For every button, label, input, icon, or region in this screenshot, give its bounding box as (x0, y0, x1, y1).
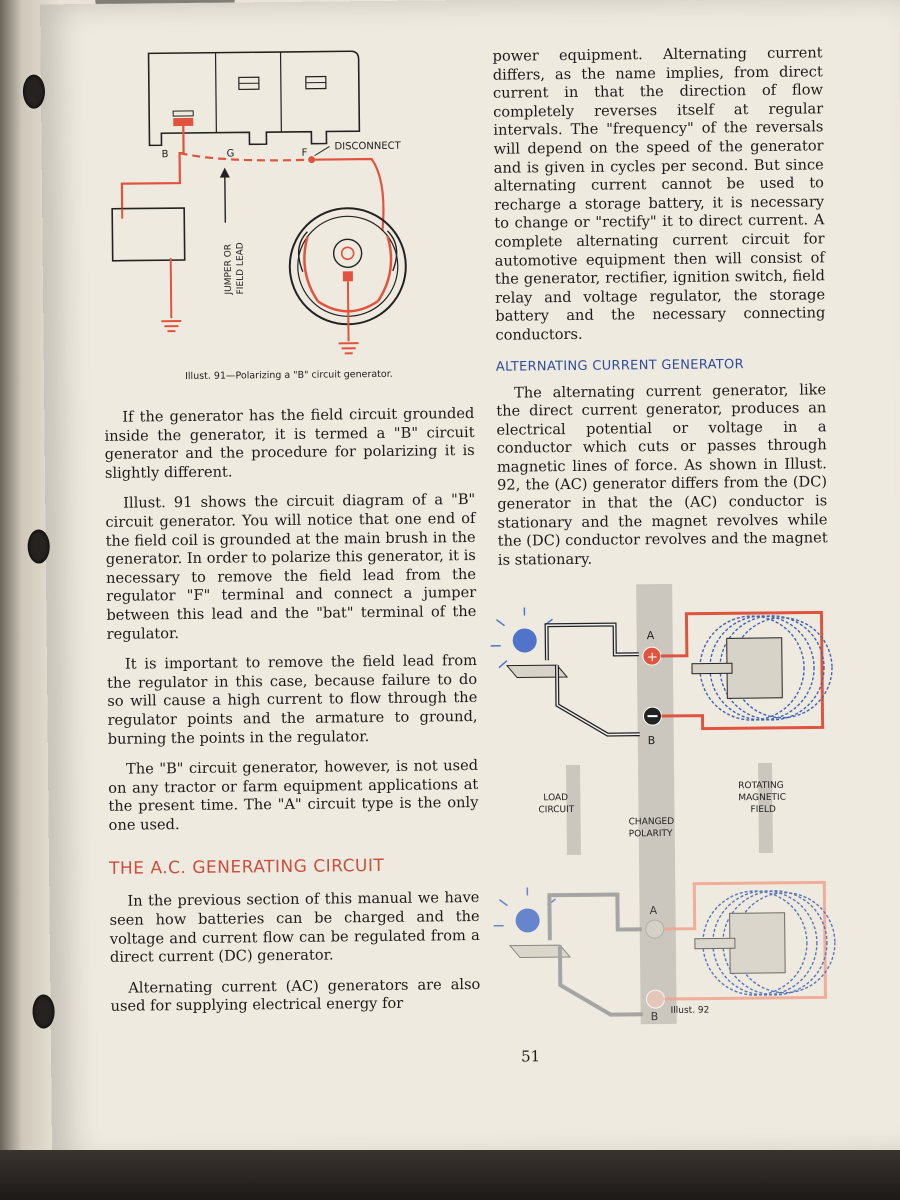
terminal-b-bottom-label: B (650, 1010, 659, 1024)
terminal-f-label: F (301, 147, 308, 159)
binder-hole (23, 74, 45, 108)
jumper-label-line2: FIELD LEAD (235, 242, 247, 295)
terminal-a-top-label: A (646, 629, 655, 643)
terminal-g-label: G (226, 148, 235, 160)
rotating-label-line2: MAGNETIC (738, 793, 787, 804)
disconnect-label: DISCONNECT (334, 140, 401, 153)
desk-surface (0, 1150, 900, 1200)
right-column (493, 44, 833, 1046)
page-number: 51 (520, 1047, 541, 1066)
terminal-a-bottom-label: A (649, 904, 658, 918)
rotating-label-line1: ROTATING (738, 781, 784, 792)
load-label-line2: CIRCUIT (538, 805, 575, 816)
jumper-label-line1: JUMPER OR (223, 243, 235, 295)
svg-text:+: + (646, 650, 658, 666)
paragraph-ac-previous: In the previous section of this manual we have seen how batteries can be charged and the voltage and current flow can be regulated from a direct current (DC) generator. (109, 889, 480, 967)
paragraph-ac-generator: The alternating current generator, like the direct current generator, produces an electrical potential or voltage in a conductor which cuts or passes through magnetic lines of force. As shown in Illust. 92, the (AC) generator differs from the (DC) generator in that the (AC) conductor is stationary and the magnet revolves while the (DC) conductor revolves and the magnet is stationary. (496, 380, 828, 569)
manual-page (40, 0, 900, 1164)
paragraph-ac-generators: Alternating current (AC) generators are also used for supplying electrical energy for (110, 975, 481, 1016)
paragraph-illust91: Illust. 91 shows the circuit diagram of a "B" circuit generator. You will notice that one end of the field coil is grounded at the main brush in the generator. In order to polarize this generator, it is necessary to remove the field lead from the regulator "F" terminal and connect a jumper between this lead and the "bat" terminal of the regulator. (105, 491, 477, 643)
changed-label-line1: CHANGED (628, 817, 675, 828)
sub-heading-ac-generator: ALTERNATING CURRENT GENERATOR (495, 356, 744, 375)
load-label-line1: LOAD (543, 793, 569, 804)
terminal-b-label: B (161, 149, 169, 161)
rotating-label-line3: FIELD (750, 805, 777, 816)
paragraph-b-circuit-intro: If the generator has the field circuit grounded inside the generator, it is termed a "B" circuit generator and the procedure for polarizing it is slightly different. (104, 404, 475, 482)
binder-hole (32, 994, 54, 1028)
section-heading-ac: THE A.C. GENERATING CIRCUIT (108, 856, 385, 880)
left-column (100, 30, 480, 1029)
illust-91-diagram (100, 30, 473, 364)
changed-label-line2: POLARITY (628, 829, 673, 840)
paragraph-b-not-used: The "B" circuit generator, however, is not used on any tractor or farm equipment applications at the present time. The "A" circuit type is the only one used. (108, 757, 479, 834)
illust-91-caption: Illust. 91—Polarizing a "B" circuit generator. (185, 368, 393, 383)
illust-92-caption: Illust. 92 (670, 1005, 710, 1016)
terminal-b-top-label: B (647, 734, 656, 748)
paragraph-field-lead: It is important to remove the field lead from the regulator in this case, because failure to do so will cause a high current to flow through the regulator points and the armature to ground, burning the points in the regulator. (107, 652, 478, 748)
illust-92-diagram (486, 583, 851, 1047)
paragraph-continued: power equipment. Alternating current differs, as the name implies, from direct current in that the direction of flow completely reverses itself at regular intervals. The "frequency" of the reversals will depend on the speed of the generator and is given in cycles per second. But since alternating current cannot be used to recharge a storage battery, it is necessary to change or "rectify" it to direct current. A complete alternating current circuit for automotive equipment then will consist of the generator, rectifier, ignition switch, field relay and voltage regulator, the storage battery and the necessary connecting conductors. (492, 44, 826, 344)
binder-hole (28, 529, 50, 563)
